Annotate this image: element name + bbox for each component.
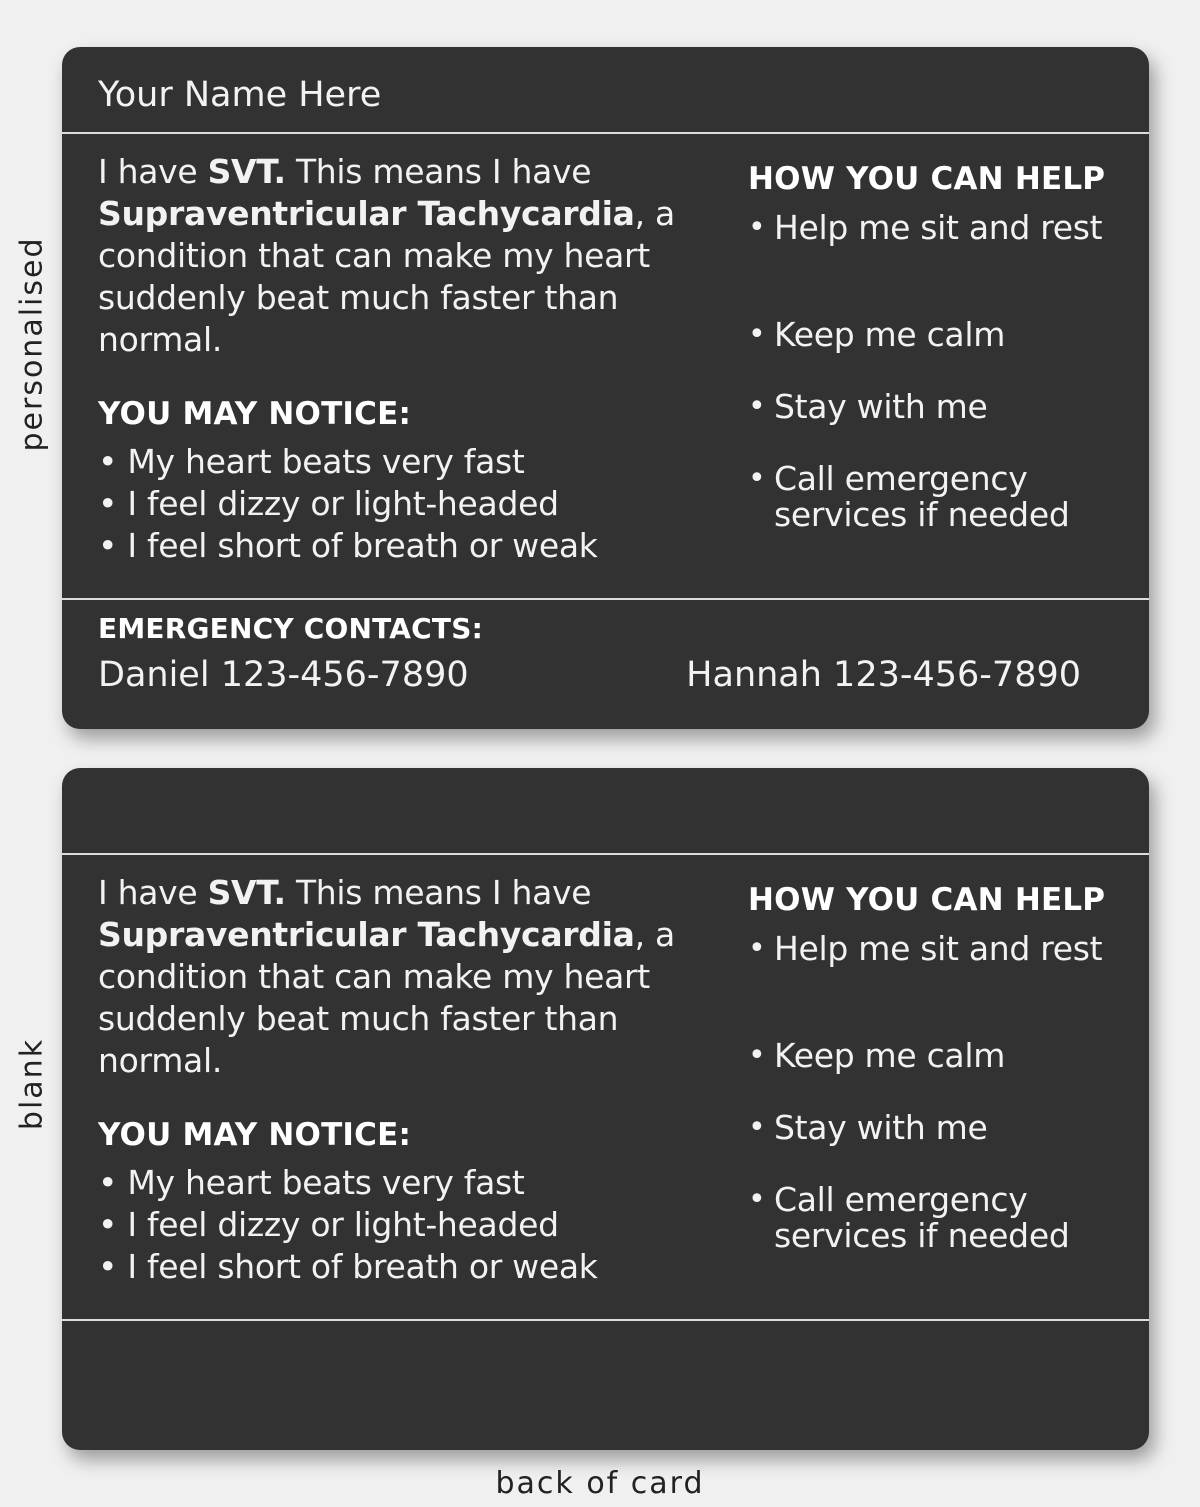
blank-card (62, 768, 1149, 1450)
help-item: • Keep me calm (748, 1036, 1006, 1075)
emergency-contact-1: Daniel 123-456-7890 (98, 655, 469, 695)
symptoms-list (98, 441, 598, 567)
symptom-item: • I feel short of breath or weak (98, 525, 598, 567)
help-item: • Keep me calm (748, 315, 1006, 354)
help-item: • Call emergency services if needed (748, 459, 1070, 534)
help-heading: HOW YOU CAN HELP (748, 882, 1106, 918)
symptom-item: • I feel dizzy or light-headed (98, 1204, 598, 1246)
help-item: • Stay with me (748, 1108, 988, 1147)
blank-contacts-area (62, 1321, 1149, 1450)
symptoms-heading: YOU MAY NOTICE: (98, 396, 412, 432)
card-name-section (62, 47, 1149, 133)
back-of-card-label: back of card (495, 1466, 705, 1501)
emergency-contacts-heading: EMERGENCY CONTACTS: (98, 612, 483, 645)
blank-label: blank (14, 1037, 50, 1131)
condition-description: I have SVT. This means I have Supraventricular Tachycardia, a condition that can make my heart suddenly beat much faster than normal. (98, 152, 675, 359)
symptoms-heading: YOU MAY NOTICE: (98, 1117, 412, 1153)
blank-name-section (62, 768, 1149, 854)
help-heading: HOW YOU CAN HELP (748, 161, 1106, 197)
symptom-item: • I feel dizzy or light-headed (98, 483, 598, 525)
personalised-card (62, 47, 1149, 729)
symptom-item: • My heart beats very fast (98, 441, 598, 483)
personalised-label: personalised (14, 236, 50, 452)
contacts-divider (62, 598, 1149, 600)
symptom-item: • My heart beats very fast (98, 1162, 598, 1204)
card-holder-name: Your Name Here (98, 75, 382, 115)
top-divider (62, 132, 1149, 134)
help-item: • Help me sit and rest (748, 929, 1103, 968)
help-item: • Call emergency services if needed (748, 1180, 1070, 1255)
help-item: • Help me sit and rest (748, 208, 1103, 247)
symptoms-list (98, 1162, 598, 1288)
condition-description: I have SVT. This means I have Supraventricular Tachycardia, a condition that can make my heart suddenly beat much faster than normal. (98, 873, 675, 1080)
emergency-contact-2: Hannah 123-456-7890 (686, 655, 1081, 695)
help-item: • Stay with me (748, 387, 988, 426)
symptom-item: • I feel short of breath or weak (98, 1246, 598, 1288)
top-divider (62, 853, 1149, 855)
